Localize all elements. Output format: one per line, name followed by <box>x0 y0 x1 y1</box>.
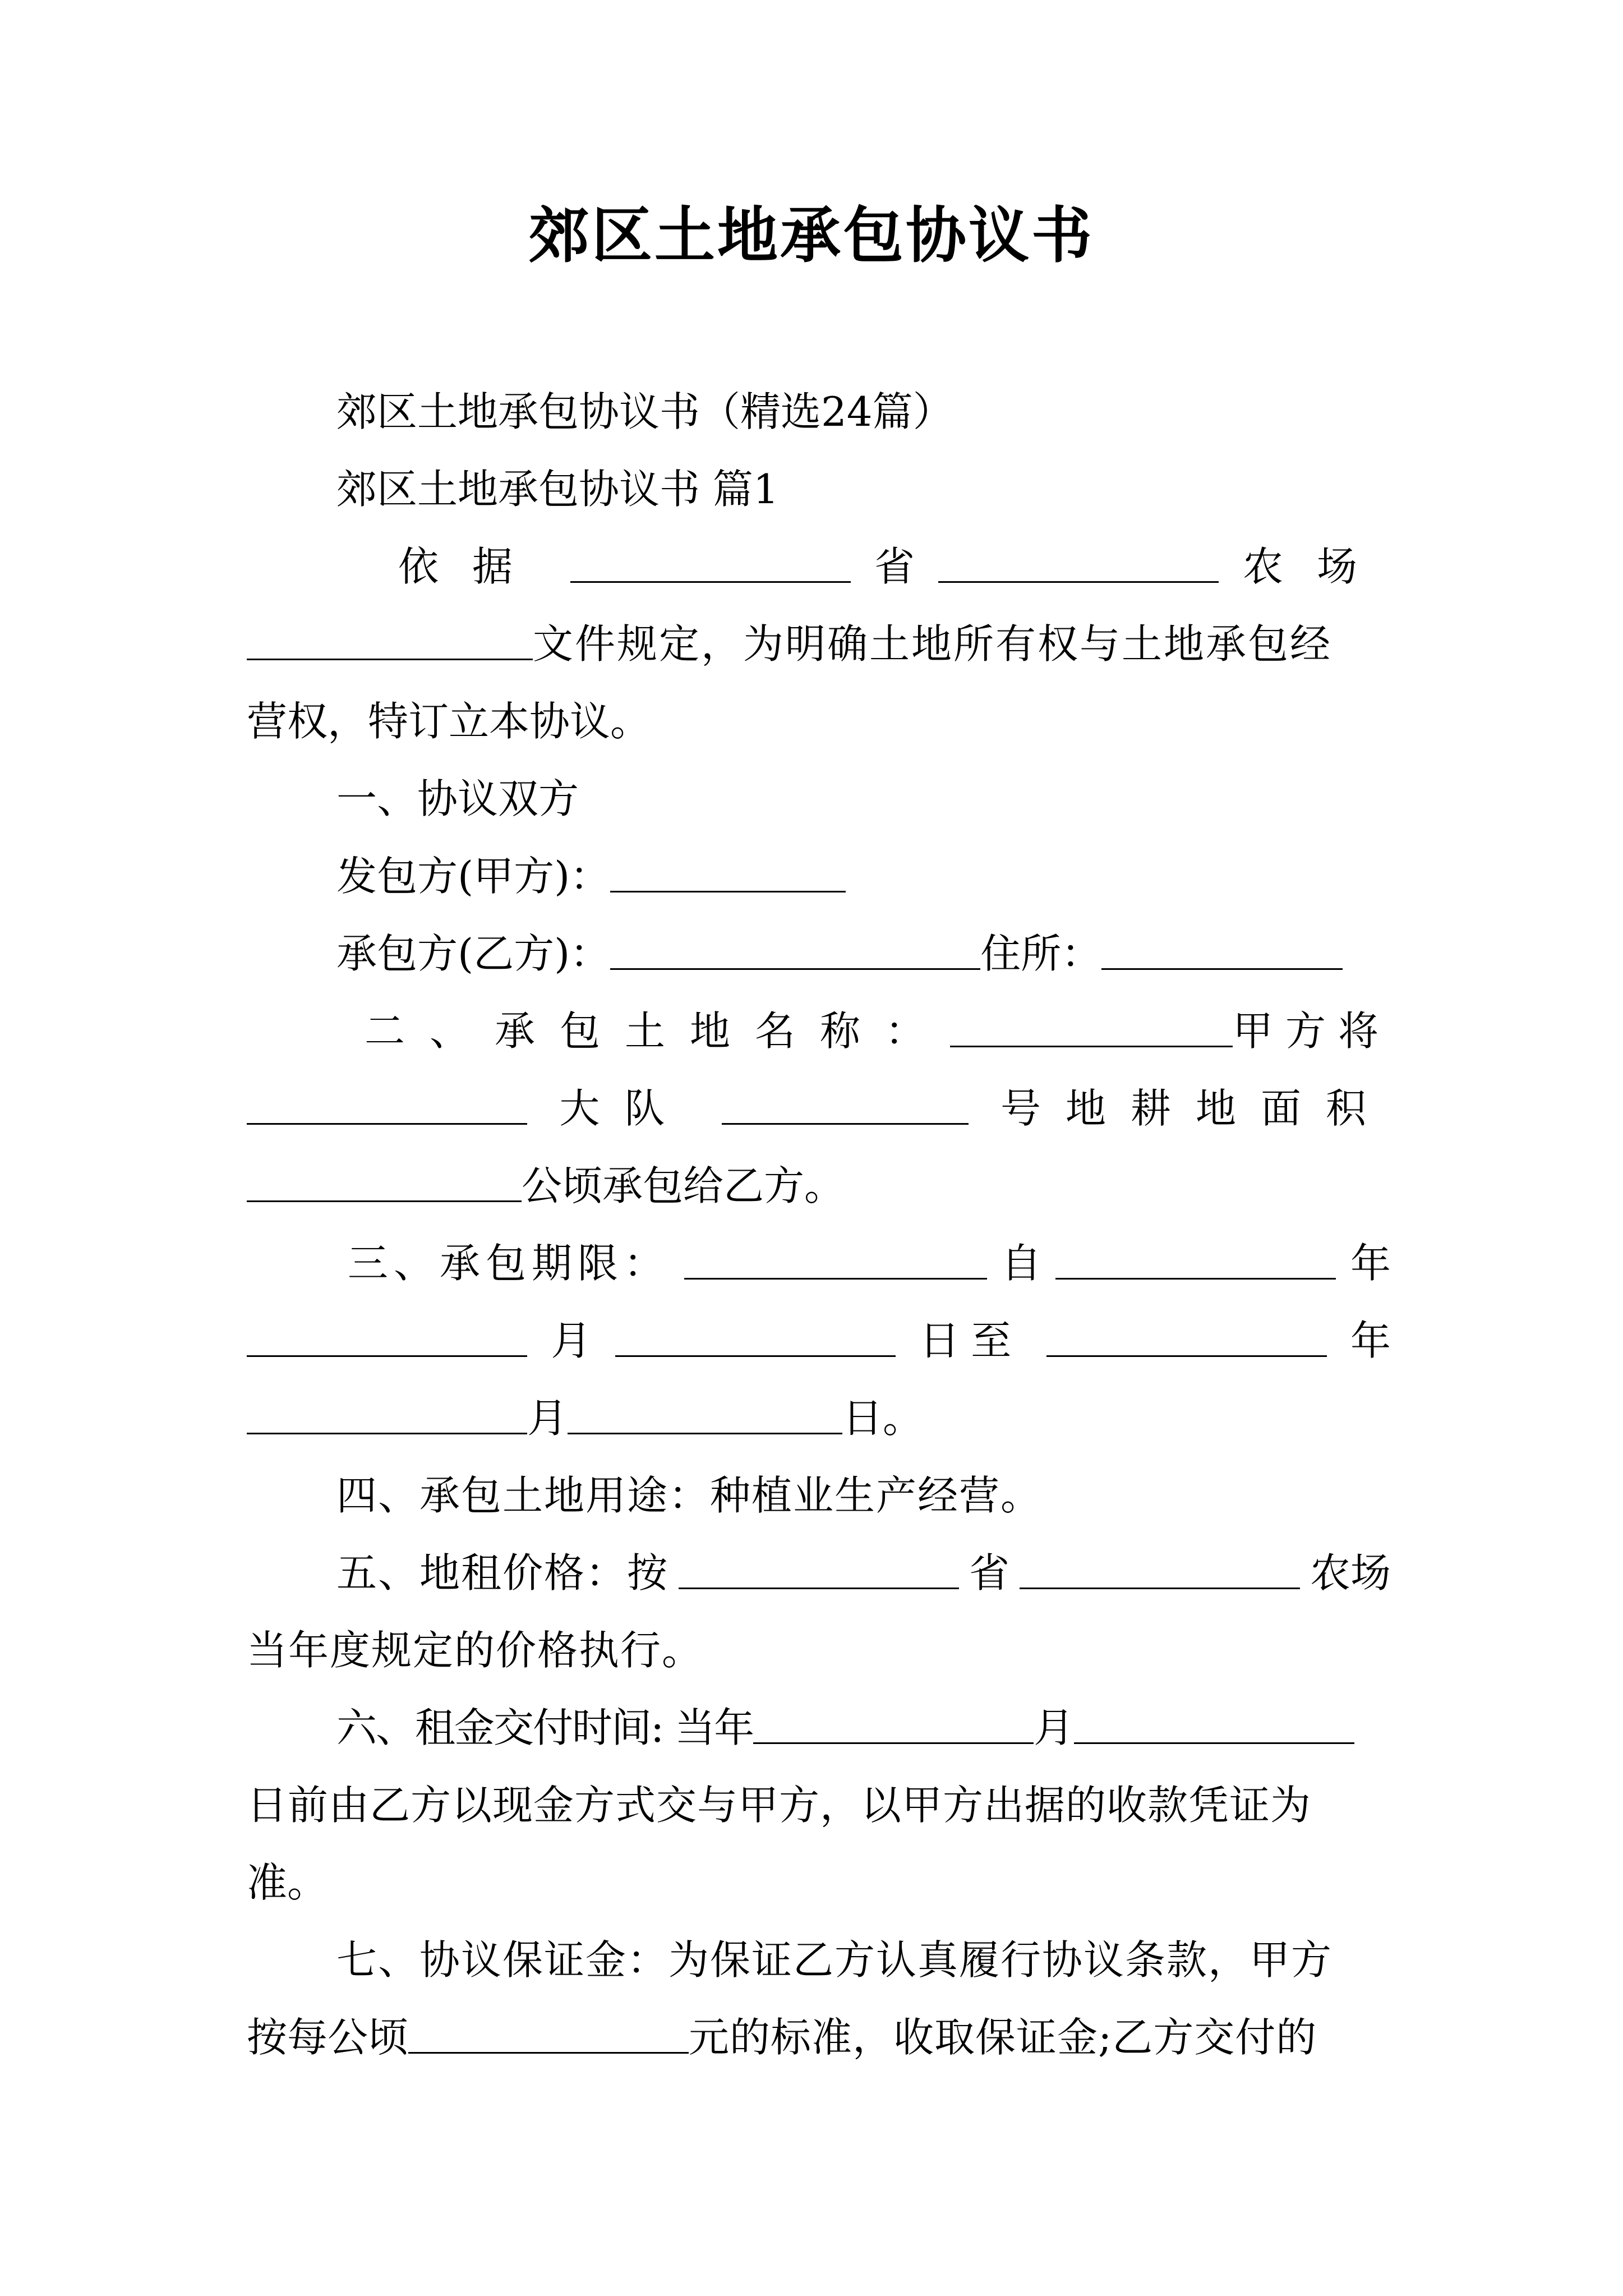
text-fragment: 五、地租价格：按 <box>336 1549 669 1596</box>
paragraph-line <box>247 1999 1391 2076</box>
blank-field <box>247 1087 527 1125</box>
document-title: 郊区土地承包协议书 <box>528 200 1094 271</box>
text-fragment: 承包方(乙方)： <box>336 930 611 977</box>
text-fragment: 农场 <box>1310 1549 1391 1596</box>
subtitle-line <box>336 373 1391 450</box>
text-fragment: 当年度规定的价格执行。 <box>247 1627 704 1674</box>
paragraph-line <box>365 992 1391 1070</box>
text-fragment: 依据 <box>398 543 547 590</box>
paragraph-line <box>247 1844 1391 1921</box>
text-fragment: 年 <box>1350 1240 1391 1287</box>
blank-field <box>568 1396 842 1434</box>
text-fragment: 日。 <box>842 1395 924 1442</box>
blank-field <box>610 854 846 892</box>
paragraph-line <box>348 1225 1391 1302</box>
paragraph-line <box>247 605 1391 683</box>
blank-field <box>610 932 980 970</box>
blank-field <box>615 1319 896 1357</box>
text-fragment: 文件规定，为明确土地所有权与土地承包经 <box>533 620 1332 668</box>
paragraph-line <box>336 1457 1391 1534</box>
text-fragment: 发包方(甲方)： <box>336 853 611 900</box>
text-fragment: 元的标准，收取保证金;乙方交付的 <box>689 2014 1317 2061</box>
text-fragment: 月 <box>1034 1704 1075 1751</box>
text-fragment: 一、协议双方 <box>336 775 579 822</box>
text-fragment: 六、租金交付时间: 当年 <box>336 1704 754 1751</box>
text-fragment: 住所： <box>980 930 1102 977</box>
blank-field <box>722 1087 969 1125</box>
text-fragment: 二、承包土地名称： <box>365 1007 951 1055</box>
paragraph-line <box>247 1070 1391 1147</box>
text-fragment: 日至 <box>919 1317 1023 1364</box>
text-fragment: 四、承包土地用途：种植业生产经营。 <box>336 1472 1043 1519</box>
blank-field <box>1101 932 1343 970</box>
blank-field <box>950 1009 1233 1047</box>
paragraph-line <box>336 1534 1391 1612</box>
subtitle: 郊区土地承包协议书（精选24篇） <box>336 388 953 435</box>
blank-field <box>247 1319 527 1357</box>
text-fragment: 日前由乙方以现金方式交与甲方，以甲方出据的收款凭证为 <box>247 1782 1312 1829</box>
text-fragment: 营权，特订立本协议。 <box>247 698 651 745</box>
blank-field <box>1046 1319 1327 1357</box>
blank-field <box>684 1241 987 1280</box>
blank-field <box>1074 1706 1354 1744</box>
text-fragment: 年 <box>1350 1317 1391 1364</box>
blank-field <box>1055 1241 1336 1280</box>
paragraph-line <box>247 1147 1391 1225</box>
text-fragment: 大队 <box>559 1085 690 1132</box>
paragraph-line <box>336 1689 1391 1766</box>
blank-field <box>1020 1551 1300 1589</box>
blank-field <box>570 545 851 583</box>
text-fragment: 月 <box>551 1317 592 1364</box>
paragraph-line <box>336 915 1391 992</box>
section-heading: 郊区土地承包协议书 篇1 <box>336 466 779 513</box>
text-fragment: 号地耕地面积 <box>1000 1085 1391 1132</box>
text-fragment: 准。 <box>247 1859 328 1906</box>
blank-field <box>679 1551 959 1589</box>
paragraph-line <box>336 1921 1391 1999</box>
paragraph-line <box>247 683 1391 760</box>
text-fragment: 省 <box>969 1549 1009 1596</box>
text-fragment: 农场 <box>1242 543 1391 590</box>
text-fragment: 甲方将 <box>1232 1007 1391 1055</box>
blank-field <box>247 1396 527 1434</box>
blank-field <box>753 1706 1034 1744</box>
text-fragment: 自 <box>1000 1240 1041 1287</box>
text-fragment: 月 <box>527 1395 568 1442</box>
paragraph-line <box>336 838 1391 915</box>
paragraph-line <box>247 1379 1391 1457</box>
text-fragment: 七、协议保证金：为保证乙方认真履行协议条款，甲方 <box>336 1936 1333 1984</box>
paragraph-line <box>336 760 1391 838</box>
blank-field <box>938 545 1219 583</box>
paragraph-line <box>247 1612 1391 1689</box>
paragraph-line <box>247 1302 1391 1379</box>
text-fragment: 按每公顷 <box>247 2014 409 2061</box>
blank-field <box>247 1164 522 1202</box>
paragraph-line <box>398 528 1391 605</box>
blank-field <box>247 622 533 660</box>
section-heading-line <box>336 450 1391 528</box>
text-fragment: 公顷承包给乙方。 <box>522 1162 845 1209</box>
blank-field <box>408 2016 689 2054</box>
text-fragment: 省 <box>874 543 915 590</box>
paragraph-line <box>247 1766 1391 1844</box>
text-fragment: 三、承包期限： <box>348 1240 670 1287</box>
